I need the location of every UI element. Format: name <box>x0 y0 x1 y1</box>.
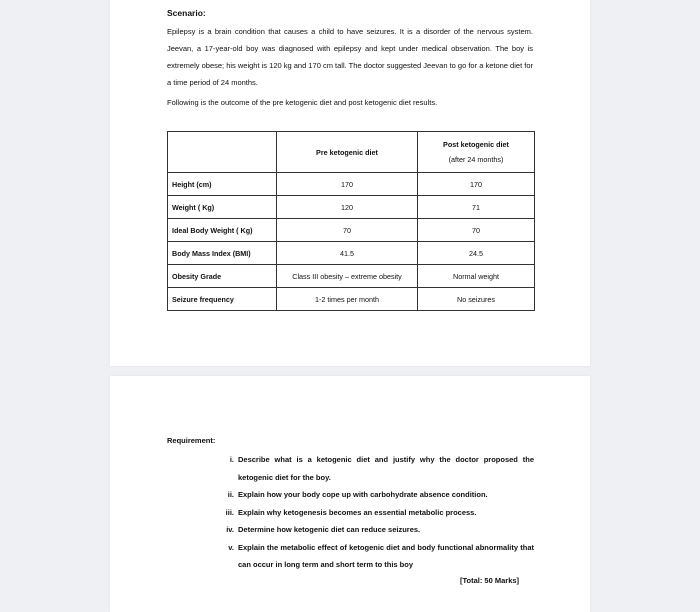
post-value: Normal weight <box>418 265 535 288</box>
post-value: 71 <box>418 196 535 219</box>
document-page-2 <box>110 376 590 612</box>
list-item <box>222 521 534 539</box>
row-label: Body Mass Index (BMI) <box>168 242 277 265</box>
item-number: iii. <box>225 507 234 517</box>
row-label: Weight ( Kg) <box>168 196 277 219</box>
pre-value: 70 <box>277 219 418 242</box>
pre-value: Class III obesity – extreme obesity <box>277 265 418 288</box>
item-number: iv. <box>226 525 234 534</box>
list-item <box>222 539 534 574</box>
table-header-row <box>168 132 535 173</box>
scenario-heading: Scenario: <box>167 8 206 18</box>
row-label: Ideal Body Weight ( Kg) <box>168 219 277 242</box>
total-marks: [Total: 50 Marks] <box>460 576 520 585</box>
pre-value: 170 <box>277 173 418 196</box>
item-text: Describe what is a ketogenic diet and justify why the doctor proposed the ketogenic diet for the boy. <box>238 455 534 482</box>
item-number: ii. <box>227 490 234 499</box>
requirement-heading: Requirement: <box>167 436 216 445</box>
table-row <box>168 219 535 242</box>
header-blank-cell <box>168 132 277 173</box>
header-post-ketogenic <box>418 132 535 173</box>
table-row <box>168 242 535 265</box>
list-item <box>222 451 534 486</box>
post-value: 24.5 <box>418 242 535 265</box>
row-label: Seizure frequency <box>168 288 277 311</box>
pre-value: 41.5 <box>277 242 418 265</box>
table-row <box>168 288 535 311</box>
post-value: 170 <box>418 173 535 196</box>
list-item <box>222 486 534 504</box>
item-text: Explain the metabolic effect of ketogenic diet and body functional abnormality that can occur in long term and short term to this boy <box>238 542 534 569</box>
pre-value: 120 <box>277 196 418 219</box>
scenario-paragraph: Epilepsy is a brain condition that causes a child to have seizures. It is a disorder of the nervous system. Jeevan, a 17-year-old boy was diagnosed with epilepsy and kept under medical observation. The boy is extremely obese; his weight is 120 kg and 170 cm tall. The doctor suggested Jeevan to go for a ketone diet for a time period of 24 months. <box>167 27 533 87</box>
results-intro-text: Following is the outcome of the pre ketogenic diet and post ketogenic diet results. <box>167 98 438 107</box>
requirement-list <box>222 451 534 574</box>
post-value: 70 <box>418 219 535 242</box>
post-value: No seizures <box>418 288 535 311</box>
list-item <box>222 504 534 522</box>
table-row <box>168 173 535 196</box>
header-pre-ketogenic: Pre ketogenic diet <box>277 132 418 173</box>
pre-value: 1-2 times per month <box>277 288 418 311</box>
item-text: Explain how your body cope up with carbohydrate absence condition. <box>238 490 488 499</box>
header-post-label: Post ketogenic diet <box>443 140 509 149</box>
row-label: Obesity Grade <box>168 265 277 288</box>
header-post-sublabel: (after 24 months) <box>448 155 504 164</box>
item-text: Explain why ketogenesis becomes an essential metabolic process. <box>238 507 477 517</box>
item-number: v. <box>228 542 234 552</box>
row-label: Height (cm) <box>168 173 277 196</box>
item-number: i. <box>229 455 234 464</box>
item-text: Determine how ketogenic diet can reduce seizures. <box>238 525 421 534</box>
table-row <box>168 196 535 219</box>
table-row <box>168 265 535 288</box>
diet-results-table <box>167 131 535 311</box>
document-page-1 <box>110 0 590 366</box>
